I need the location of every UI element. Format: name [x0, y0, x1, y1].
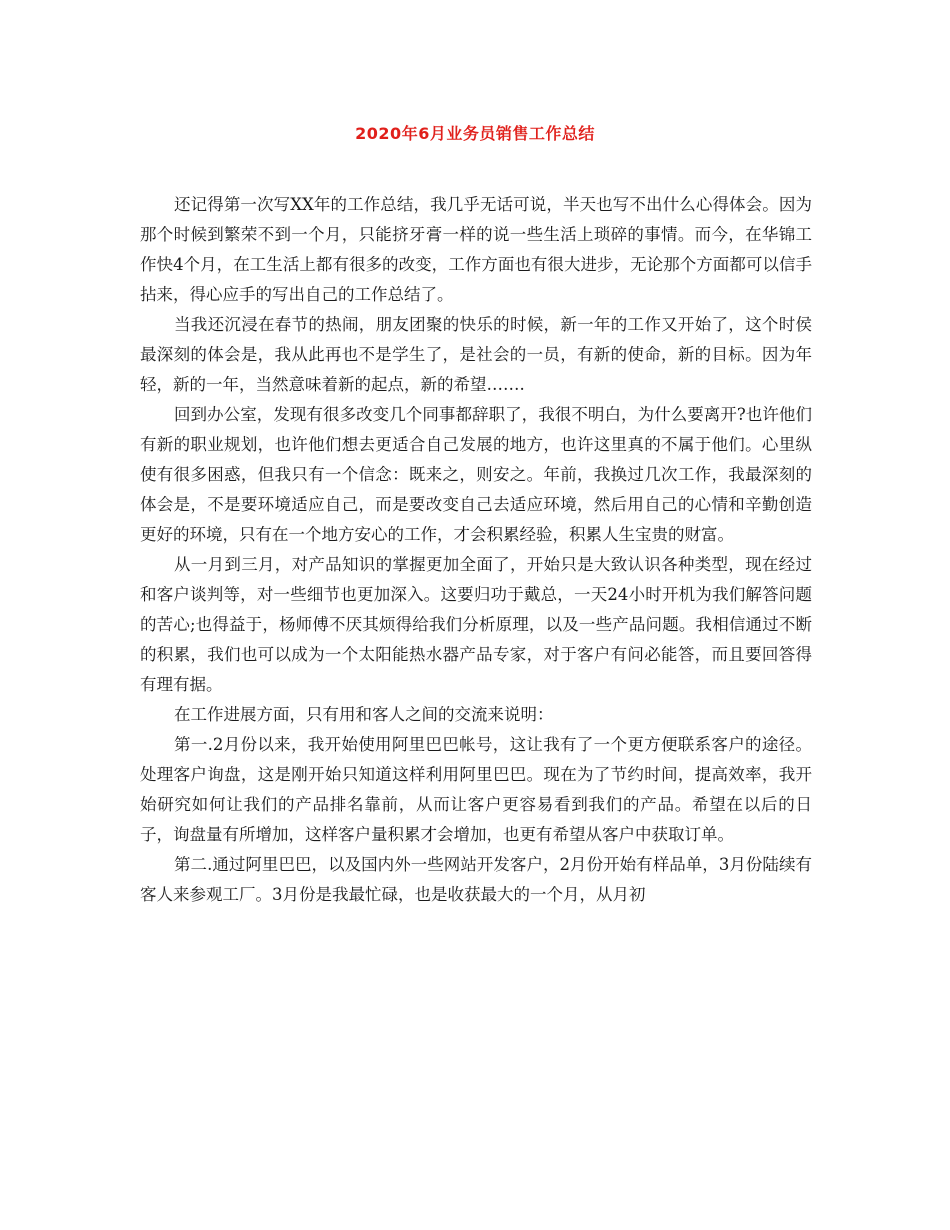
paragraph-3: 回到办公室，发现有很多改变几个同事都辞职了，我很不明白，为什么要离开?也许他们有新的职业规划，也许他们想去更适合自己发展的地方，也许这里真的不属于他们。心里纵使有很多困惑，但我只有一个信念：既来之，则安之。年前，我换过几次工作，我最深刻的体会是，不是要环境适应自己，而是要改变自己去适应环境，然后用自己的心情和辛勤创造更好的环境，只有在一个地方安心的工作，才会积累经验，积累人生宝贵的财富。 — [140, 405, 812, 544]
paragraph-4: 从一月到三月，对产品知识的掌握更加全面了，开始只是大致认识各种类型，现在经过和客户谈判等，对一些细节也更加深入。这要归功于戴总，一天24小时开机为我们解答问题的苦心;也得益于，杨师傅不厌其烦得给我们分析原理，以及一些产品问题。我相信通过不断的积累，我们也可以成为一个太阳能热水器产品专家，对于客户有问必能答，而且要回答得有理有据。 — [140, 555, 812, 694]
document-body — [140, 190, 812, 910]
paragraph-1: 还记得第一次写XX年的工作总结，我几乎无话可说，半天也写不出什么心得体会。因为那个时候到繁荣不到一个月，只能挤牙膏一样的说一些生活上琐碎的事情。而今，在华锦工作快4个月，在工生活上都有很多的改变，工作方面也有很大进步，无论那个方面都可以信手拈来，得心应手的写出自己的工作总结了。 — [140, 195, 812, 304]
paragraph-2: 当我还沉浸在春节的热闹，朋友团聚的快乐的时候，新一年的工作又开始了，这个时侯最深刻的体会是，我从此再也不是学生了，是社会的一员，有新的使命，新的目标。因为年轻，新的一年，当然意味着新的起点，新的希望……. — [140, 315, 812, 394]
paragraph-5: 在工作进展方面，只有用和客人之间的交流来说明： — [174, 705, 554, 724]
paragraph-7: 第二.通过阿里巴巴，以及国内外一些网站开发客户，2月份开始有样品单，3月份陆续有客人来参观工厂。3月份是我最忙碌，也是收获最大的一个月，从月初 — [140, 855, 812, 904]
document-title: 2020年6月业务员销售工作总结 — [355, 124, 595, 143]
paragraph-6: 第一.2月份以来，我开始使用阿里巴巴帐号，这让我有了一个更方便联系客户的途径。处理客户询盘，这是刚开始只知道这样利用阿里巴巴。现在为了节约时间，提高效率，我开始研究如何让我们的产品排名靠前，从而让客户更容易看到我们的产品。希望在以后的日子，询盘量有所增加，这样客户量积累才会增加，也更有希望从客户中获取订单。 — [140, 735, 812, 844]
